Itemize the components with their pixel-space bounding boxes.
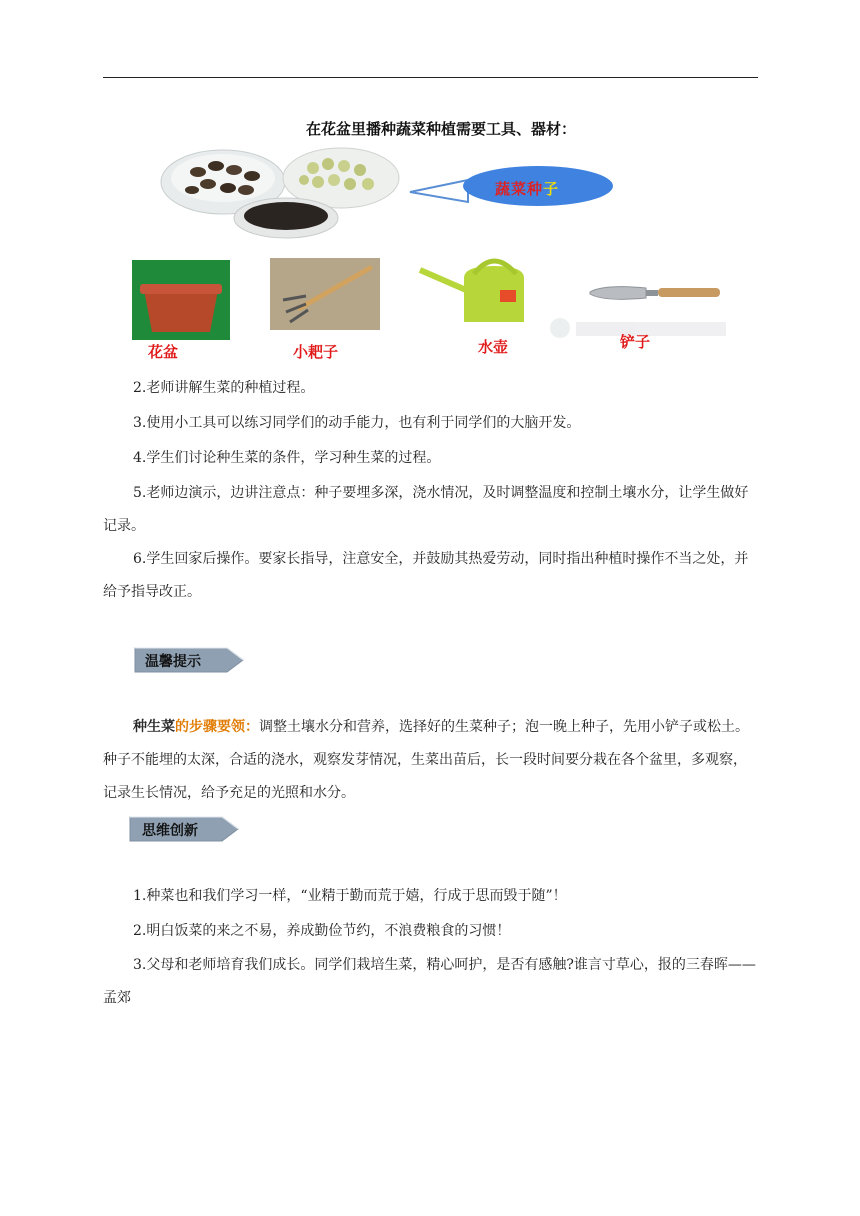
seed-dish-small-icon bbox=[234, 198, 338, 238]
thinking-section-tag bbox=[128, 815, 240, 843]
header-rule bbox=[103, 77, 758, 78]
flower-pot-icon bbox=[132, 260, 230, 340]
bubble-label: 蔬菜种子 bbox=[495, 180, 560, 198]
thinking-item: 3.父母和老师培育我们成长。同学们栽培生菜，精心呵护，是否有感触?谁言寸草心，报的三春晖——孟郊 bbox=[103, 957, 756, 1006]
thinking-tag-label: 思维创新 bbox=[142, 823, 198, 839]
watering-can-icon bbox=[411, 250, 539, 334]
tips-section-tag bbox=[133, 646, 245, 674]
tool-label-flower-pot: 花盆 bbox=[148, 343, 179, 361]
tips-tag-label: 温馨提示 bbox=[145, 654, 201, 670]
thinking-item: 1.种菜也和我们学习一样，“业精于勤而荒于嬉，行成于思而毁于随”！ bbox=[133, 888, 567, 904]
step-paragraph: 4.学生们讨论种生菜的条件，学习种生菜的过程。 bbox=[133, 450, 441, 466]
tool-label-watering-can: 水壶 bbox=[478, 338, 509, 356]
figure-illustration bbox=[128, 100, 738, 362]
figure-title: 在花盆里播种蔬菜种植需要工具、器材： bbox=[306, 120, 577, 138]
step-paragraph: 3.使用小工具可以练习同学们的动手能力，也有利于同学们的大脑开发。 bbox=[133, 415, 581, 431]
tools-figure bbox=[128, 100, 738, 362]
rake-icon bbox=[270, 258, 380, 330]
tool-label-trowel: 铲子 bbox=[620, 333, 651, 351]
step-paragraph: 6.学生回家后操作。要家长指导，注意安全，并鼓励其热爱劳动，同时指出种植时操作不当之处，并给予指导改正。 bbox=[103, 551, 749, 600]
step-paragraph: 5.老师边演示，边讲注意点：种子要埋多深，浇水情况，及时调整温度和控制土壤水分，让学生做好记录。 bbox=[103, 485, 749, 534]
trowel-icon bbox=[590, 287, 720, 300]
step-paragraph: 2.老师讲解生菜的种植过程。 bbox=[133, 380, 315, 396]
tool-label-rake: 小耙子 bbox=[293, 343, 339, 361]
thinking-item: 2.明白饭菜的来之不易，养成勤俭节约，不浪费粮食的习惯！ bbox=[133, 923, 511, 939]
tips-paragraph: 种生菜的步骤要领：调整土壤水分和营养，选择好的生菜种子；泡一晚上种子，先用小铲子或松土。种子不能埋的太深，合适的浇水，观察发芽情况，生菜出苗后，长一段时间要分栽在各个盆里，多观察，记录生长情况，给予充足的光照和水分。 bbox=[103, 719, 749, 801]
